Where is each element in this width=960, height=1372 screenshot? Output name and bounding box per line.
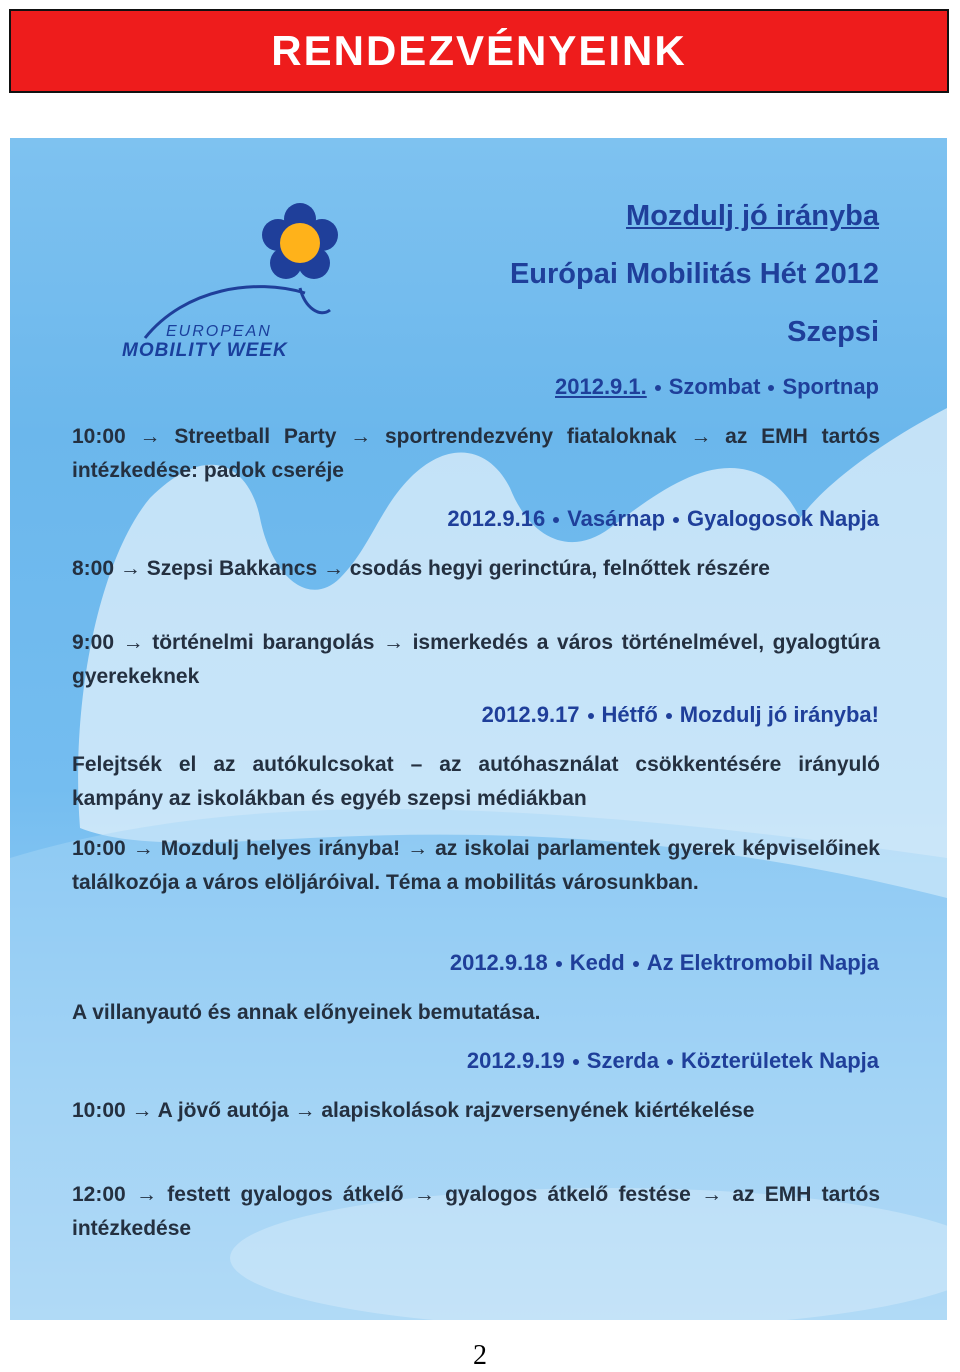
page-title: RENDEZVÉNYEINK [271, 27, 687, 74]
day-date: 2012.9.1. [555, 374, 647, 399]
event-item: 8:00 → Szepsi Bakkancs → csodás hegyi gerinctúra, felnőttek részére [72, 557, 770, 580]
event-item: 10:00 → Streetball Party → sportrendezvény fiataloknak → az EMH tartós intézkedése: padok cseréje [72, 425, 880, 482]
day-heading [450, 950, 879, 976]
day-heading [467, 1048, 879, 1074]
logo-wordmark [122, 322, 288, 360]
day-date: 2012.9.19 [466, 1048, 565, 1073]
day-date: 2012.9.17 [481, 702, 580, 727]
poster-town: Szepsi [787, 316, 879, 348]
event-item: 12:00 → festett gyalogos átkelő → gyalogos átkelő festése → az EMH tartós intézkedése [72, 1183, 880, 1240]
poster-title: Mozdulj jó irányba [626, 200, 879, 232]
day-theme: Sportnap [782, 374, 879, 399]
day-weekday: Szombat [668, 374, 761, 399]
day-date: 2012.9.18 [449, 950, 548, 975]
logo-line-1: EUROPEAN [166, 323, 272, 340]
day-date: 2012.9.16 [447, 506, 546, 531]
poster-subtitle: Európai Mobilitás Hét 2012 [509, 258, 879, 290]
page-number: 2 [473, 1340, 487, 1371]
header-banner [9, 9, 949, 93]
logo-line-2: MOBILITY WEEK [122, 340, 288, 361]
day-heading [447, 506, 879, 532]
event-item: A villanyautó és annak előnyeinek bemutatása. [72, 1001, 541, 1024]
event-poster [10, 138, 947, 1320]
day-theme: Gyalogosok Napja [687, 506, 879, 531]
day-weekday: Hétfő [601, 702, 658, 727]
day-weekday: Szerda [586, 1048, 659, 1073]
day-theme: Mozdulj jó irányba! [679, 702, 879, 727]
day-heading [482, 702, 879, 728]
day-theme: Közterületek Napja [680, 1048, 879, 1073]
event-item: Felejtsék el az autókulcsokat – az autóhasználat csökkentésére irányuló kampány az iskolákban és egyéb szepsi médiákban [72, 753, 880, 810]
day-weekday: Kedd [569, 950, 625, 975]
day-heading [555, 374, 879, 400]
day-weekday: Vasárnap [567, 506, 666, 531]
day-theme: Az Elektromobil Napja [646, 950, 879, 975]
event-item: 10:00 → Mozdulj helyes irányba! → az iskolai parlamentek gyerek képviselőinek találkozója a város elöljáróival. Téma a mobilitás városunkban. [72, 837, 880, 894]
event-item: 9:00 → történelmi barangolás → ismerkedés a város történelmével, gyalogtúra gyerekeknek [72, 631, 880, 688]
event-item: 10:00 → A jövő autója → alapiskolások rajzversenyének kiértékelése [72, 1099, 755, 1122]
